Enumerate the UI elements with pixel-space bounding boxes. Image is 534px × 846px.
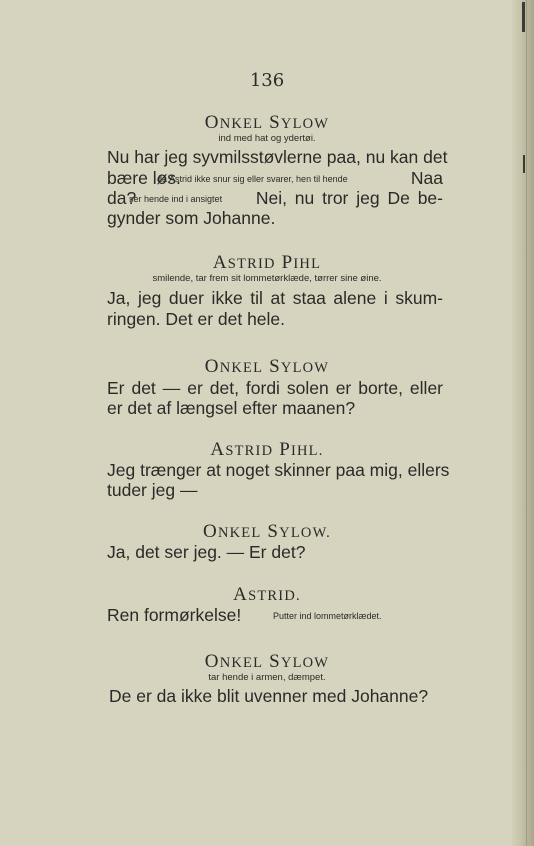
dialogue-line-with-direction: bære løs. da Astrid ikke snur sig eller svarer, hen til hende Naa [107,168,443,188]
inline-stage-direction: ser hende ind i ansigtet [129,194,223,204]
speaker-name: ONKEL SYLOW [204,356,330,377]
speaker-name: ONKEL SYLOW [204,112,330,133]
dialogue-line: Jeg trænger at noget skinner paa mig, ellers [107,460,450,480]
dialogue-line: De er da ikke blit uvenner med Johanne? [109,686,429,706]
edge-mark [523,155,525,173]
speaker-name: ONKEL SYLOW [204,651,330,672]
dialogue-line: er det af længsel efter maanen? [107,398,356,418]
stage-direction: ind med hat og ydertøi. [218,133,316,144]
dialogue-line: gynder som Johanne. [107,208,276,228]
speaker-name: ASTRID PIHL. [210,439,324,460]
dialogue-line: Ja, det ser jeg. — Er det? [107,542,306,562]
stage-direction: smilende, tar frem sit lommetørklæde, tørrer sine øine. [152,273,382,284]
stage-direction: tar hende i armen, dæmpet. [208,672,326,683]
dialogue-line-with-direction: Ren formørkelse! Putter ind lommetørklædet. [107,605,382,625]
dialogue-line: ringen. Det er det hele. [107,309,286,329]
dialogue-line: Ja, jeg duer ikke til at staa alene i skum- [107,288,443,308]
dialogue-line: tuder jeg — [107,480,198,500]
speaker-name: ONKEL SYLOW. [203,521,331,542]
page-number: 136 [249,70,285,91]
edge-mark [522,2,525,32]
dialogue-line-with-direction: da? ser hende ind i ansigtet Nei, nu tror jeg De be- [107,188,443,208]
dialogue-line: Er det — er det, fordi solen er borte, eller [107,378,443,398]
speaker-name: ASTRID. [233,584,301,605]
inline-stage-direction: da Astrid ikke snur sig eller svarer, hen til hende [157,174,348,184]
dialogue-line: Nu har jeg syvmilsstøvlerne paa, nu kan det [107,147,448,167]
speaker-name: ASTRID PIHL [212,252,322,273]
inline-stage-direction: Putter ind lommetørklædet. [273,611,382,621]
